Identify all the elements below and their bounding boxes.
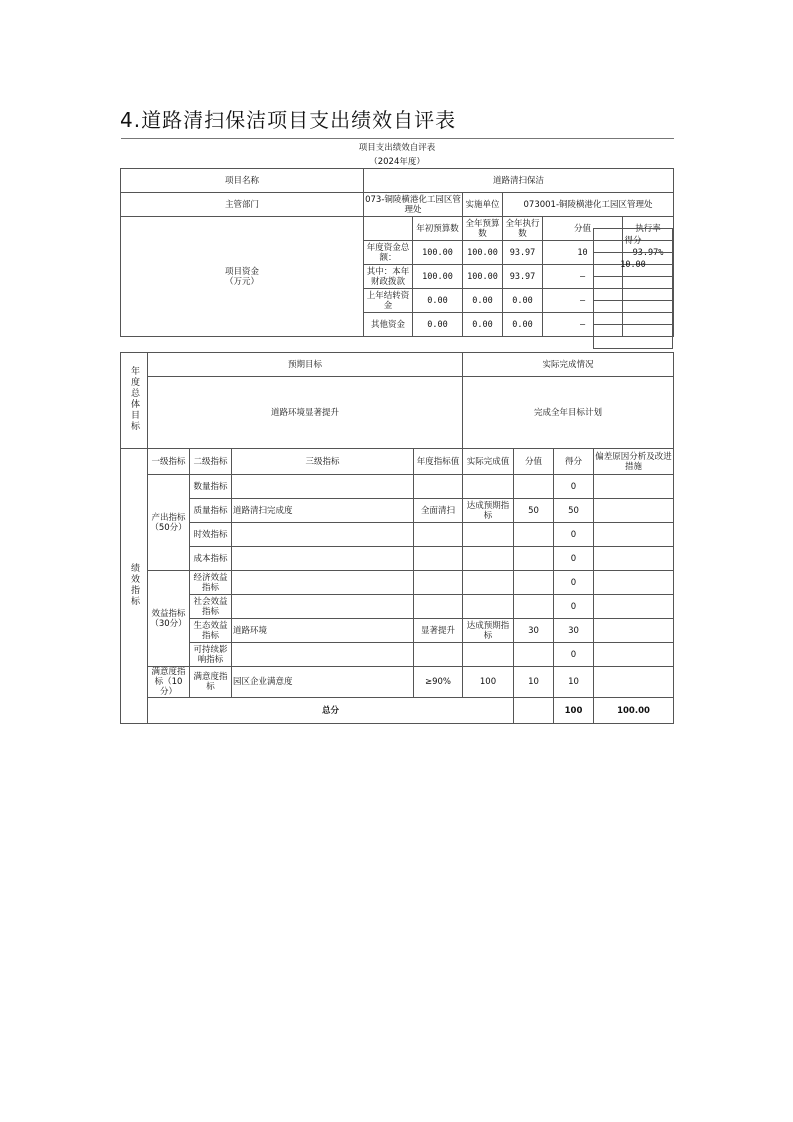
indicator-l3: 园区企业满意度 [232,667,414,698]
funds-score [594,301,673,325]
indicator-l2: 时效指标 [190,523,232,547]
indicator-l3 [232,547,414,571]
indicator-deviation [594,571,674,595]
indicator-score: 10 [554,667,594,698]
total-label: 总分 [148,698,514,724]
perf-indicators [120,448,674,724]
indicator-l2: 经济效益指标 [190,571,232,595]
dept-label: 主管部门 [121,193,364,217]
funds-executed: 93.97 [503,241,543,265]
indicator-score: 0 [554,523,594,547]
funds-annual: 0.00 [463,289,503,313]
perf-header-score: 得分 [554,449,594,475]
indicator-l3: 道路环境 [232,619,414,643]
funds-score [594,325,673,349]
indicator-l2: 成本指标 [190,547,232,571]
indicator-target: 显著提升 [414,619,463,643]
indicator-score: 0 [554,571,594,595]
project-name-label: 项目名称 [121,169,364,193]
dept-value: 073-铜陵横港化工园区管理处 [365,194,461,215]
indicator-score: 0 [554,547,594,571]
perf-header-l3: 三级指标 [232,449,414,475]
indicator-l2: 满意度指标 [190,667,232,698]
funds-score-column [593,228,673,349]
perf-header-deviation: 偏差原因分析及改进措施 [594,449,674,475]
indicator-score: 50 [554,499,594,523]
actual-goal: 完成全年目标计划 [463,377,674,449]
perf-label: 绩效指标 [121,449,148,724]
benefit-label: 效益指标 （30分） [148,571,190,667]
funds-annual: 100.00 [463,265,503,289]
indicator-target [414,475,463,499]
indicator-actual [463,547,514,571]
indicator-target: 全面清扫 [414,499,463,523]
indicator-l3 [232,571,414,595]
indicator-weight [514,643,554,667]
funds-score-value: – [543,313,623,337]
indicator-actual: 100 [463,667,514,698]
page-heading: 4.道路清扫保洁项目支出绩效自评表 [120,108,457,132]
indicator-l3 [232,643,414,667]
annual-goal-label: 年度总体目标 [121,353,148,449]
total-empty [514,698,554,724]
funds-score [594,277,673,301]
satisfaction-label: 满意度指标（10分） [148,667,190,698]
indicator-weight: 50 [514,499,554,523]
indicator-deviation [594,499,674,523]
expected-goal: 道路环境显著提升 [148,377,463,449]
funds-executed: 0.00 [503,313,543,337]
funds-row-label: 年度资金总额： [364,241,413,265]
indicator-l3 [232,523,414,547]
perf-header-target: 年度指标值 [414,449,463,475]
indicator-l3 [232,595,414,619]
funds-header-empty [364,217,413,241]
indicator-score: 0 [554,595,594,619]
funds-initial: 100.00 [413,241,463,265]
funds-header-score-value: 分值 [543,217,623,241]
unit-value: 073001-铜陵横港化工园区管理处 [503,193,674,217]
indicator-target [414,643,463,667]
funds-header-score: 得分 [594,229,673,253]
indicator-score: 0 [554,643,594,667]
indicator-l2: 生态效益指标 [190,619,232,643]
indicator-actual [463,523,514,547]
indicator-deviation [594,595,674,619]
funds-score-value: 10 [543,241,623,265]
funds-initial: 100.00 [413,265,463,289]
indicator-target [414,571,463,595]
funds-rate: 93.97% [623,241,674,265]
indicator-weight [514,475,554,499]
indicator-weight: 10 [514,667,554,698]
funds-header-executed: 全年执行数 [503,217,543,241]
indicator-actual [463,595,514,619]
indicator-weight [514,547,554,571]
indicator-deviation [594,547,674,571]
indicator-score: 0 [554,475,594,499]
indicator-actual [463,475,514,499]
funds-label: 项目资金 （万元） [121,217,364,337]
indicator-actual [463,571,514,595]
funds-annual: 100.00 [463,241,503,265]
indicator-deviation [594,619,674,643]
funds-score-value: – [543,289,623,313]
funds-row-label: 其中：本年财政拨款 [364,265,413,289]
indicator-target: ≥90% [414,667,463,698]
indicator-l3 [232,475,414,499]
indicator-weight: 30 [514,619,554,643]
indicator-deviation [594,643,674,667]
funds-initial: 0.00 [413,313,463,337]
indicator-target [414,523,463,547]
funds-header-initial: 年初预算数 [413,217,463,241]
indicator-target [414,595,463,619]
indicator-weight [514,523,554,547]
funds-header-annual: 全年预算数 [463,217,503,241]
output-label: 产出指标 （50分） [148,475,190,571]
indicator-score: 30 [554,619,594,643]
indicator-deviation [594,475,674,499]
funds-row-label: 上年结转资金 [364,289,413,313]
indicator-actual: 达成预期指标 [463,619,514,643]
indicator-deviation [594,667,674,698]
funds-annual: 0.00 [463,313,503,337]
indicator-l2: 可持续影响指标 [190,643,232,667]
funds-score-value: – [543,265,623,289]
self-evaluation-table [120,138,674,337]
funds-row-label: 其他资金 [364,313,413,337]
self-evaluation-table-container [120,138,674,337]
indicator-weight [514,571,554,595]
indicator-l2: 数量指标 [190,475,232,499]
table-year: （2024年度） [369,157,425,168]
total-score: 100.00 [594,698,674,724]
indicator-l2: 质量指标 [190,499,232,523]
indicator-actual: 达成预期指标 [463,499,514,523]
funds-score: 10.00 [594,253,673,277]
indicator-target [414,547,463,571]
actual-label: 实际完成情况 [463,353,674,377]
indicator-actual [463,643,514,667]
perf-header-l2: 二级指标 [190,449,232,475]
funds-executed: 0.00 [503,289,543,313]
expected-goal-label: 预期目标 [148,353,463,377]
indicator-l2: 社会效益指标 [190,595,232,619]
table-title: 项目支出绩效自评表 [121,139,674,157]
funds-header-rate: 执行率 [623,217,674,241]
perf-header-weight: 分值 [514,449,554,475]
funds-executed: 93.97 [503,265,543,289]
project-name-value: 道路清扫保洁 [364,169,674,193]
indicator-deviation [594,523,674,547]
unit-label: 实施单位 [463,193,503,217]
goals-and-indicators [120,352,674,449]
indicator-l3: 道路清扫完成度 [232,499,414,523]
indicator-weight [514,595,554,619]
total-weight: 100 [554,698,594,724]
perf-header-l1: 一级指标 [148,449,190,475]
perf-header-actual: 实际完成值 [463,449,514,475]
funds-initial: 0.00 [413,289,463,313]
